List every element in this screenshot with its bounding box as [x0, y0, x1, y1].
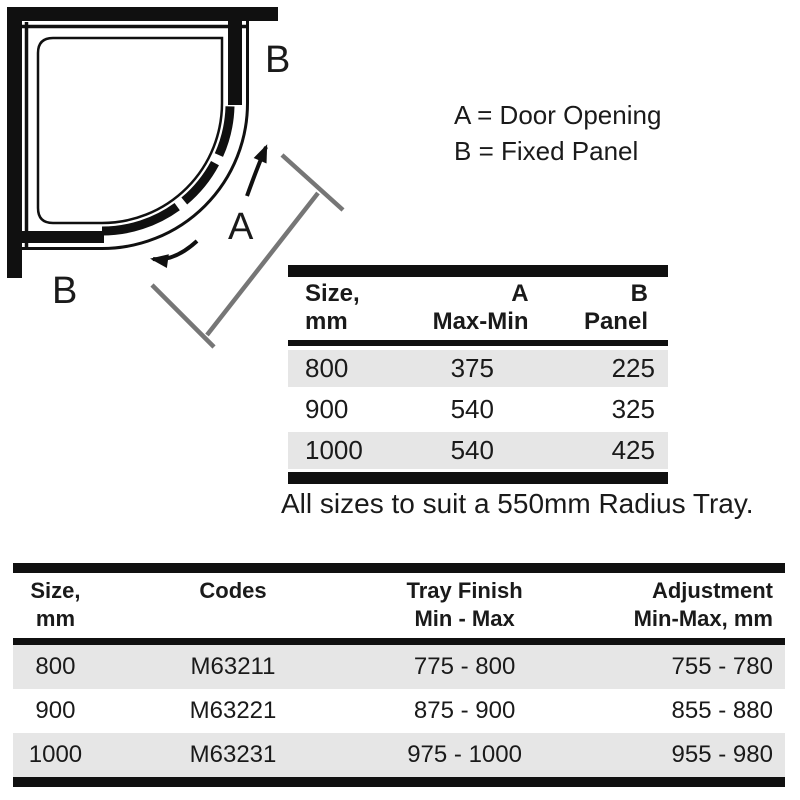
spec-table-header [13, 573, 785, 638]
legend [454, 97, 661, 169]
door-track-outer-line [21, 21, 248, 249]
size-cell: 1000 [28, 741, 83, 768]
label-fixed-panel-b-bottom: B [52, 270, 78, 312]
b-panel-cell: 325 [611, 394, 655, 424]
wall-top [7, 7, 278, 21]
size-table [288, 265, 668, 484]
code-cell: M63231 [189, 741, 277, 768]
tray-finish-cell: 775 - 800 [413, 653, 516, 680]
spec-table-row [13, 733, 785, 777]
size-table-top-rule [288, 265, 668, 277]
code-cell: M63211 [190, 653, 276, 680]
spec-table [13, 563, 785, 787]
adjustment-cell: 855 - 880 [671, 697, 773, 724]
spec-table-header-rule [13, 638, 785, 645]
label-fixed-panel-b-top: B [265, 39, 291, 81]
legend-door-opening: A = Door Opening [454, 100, 662, 130]
adjustment-cell: 755 - 780 [671, 653, 773, 680]
size-cell: 1000 [305, 435, 363, 465]
size-table-header-rule [288, 340, 668, 346]
b-panel-cell: 425 [611, 435, 655, 465]
tray-finish-cell: 875 - 900 [413, 697, 516, 724]
col-header-codes: Codes [199, 578, 267, 603]
label-door-opening-a: A [228, 206, 254, 248]
a-max-min-cell: 540 [450, 435, 494, 465]
tray-caption: All sizes to suit a 550mm Radius Tray. [281, 488, 754, 519]
dimension-tick-bottom [152, 285, 214, 347]
sliding-door-arc [102, 106, 230, 231]
b-panel-cell: 225 [611, 353, 655, 383]
adjustment-cell: 955 - 980 [671, 741, 773, 768]
size-table-row [288, 432, 668, 469]
tray-finish-cell: 975 - 1000 [407, 741, 522, 768]
size-cell: 900 [35, 697, 76, 724]
code-cell: M63221 [189, 697, 277, 724]
size-cell: 900 [305, 394, 349, 424]
spec-table-top-rule [13, 563, 785, 573]
col-header-b-panel: B Panel [583, 280, 648, 335]
size-table-header [288, 277, 668, 340]
size-table-row [288, 391, 668, 428]
spec-table-row [13, 689, 785, 733]
col-header-size: Size, mm [30, 578, 81, 631]
size-table-row [288, 350, 668, 387]
col-header-adjustment: Adjustment Min-Max, mm [633, 578, 773, 631]
size-cell: 800 [305, 353, 349, 383]
spec-table-row [13, 645, 785, 689]
legend-fixed-panel: B = Fixed Panel [454, 136, 639, 166]
fixed-panel-top-bar [228, 21, 242, 105]
col-header-a-max-min: A Max-Min [432, 280, 529, 335]
wall-inner-edge [22, 22, 248, 248]
size-table-bottom-rule [288, 472, 668, 484]
wall-left [7, 7, 22, 278]
door-swing-arrow-up [247, 147, 266, 196]
col-header-tray-finish: Tray Finish Min - Max [406, 578, 523, 631]
size-cell: 800 [35, 653, 76, 680]
spec-table-bottom-rule [13, 777, 785, 787]
fixed-panel-bottom-bar [21, 231, 104, 243]
col-header-size: Size, mm [305, 280, 360, 335]
door-swing-arrow-left [153, 241, 197, 259]
a-max-min-cell: 375 [450, 353, 494, 383]
a-max-min-cell: 540 [450, 394, 494, 424]
